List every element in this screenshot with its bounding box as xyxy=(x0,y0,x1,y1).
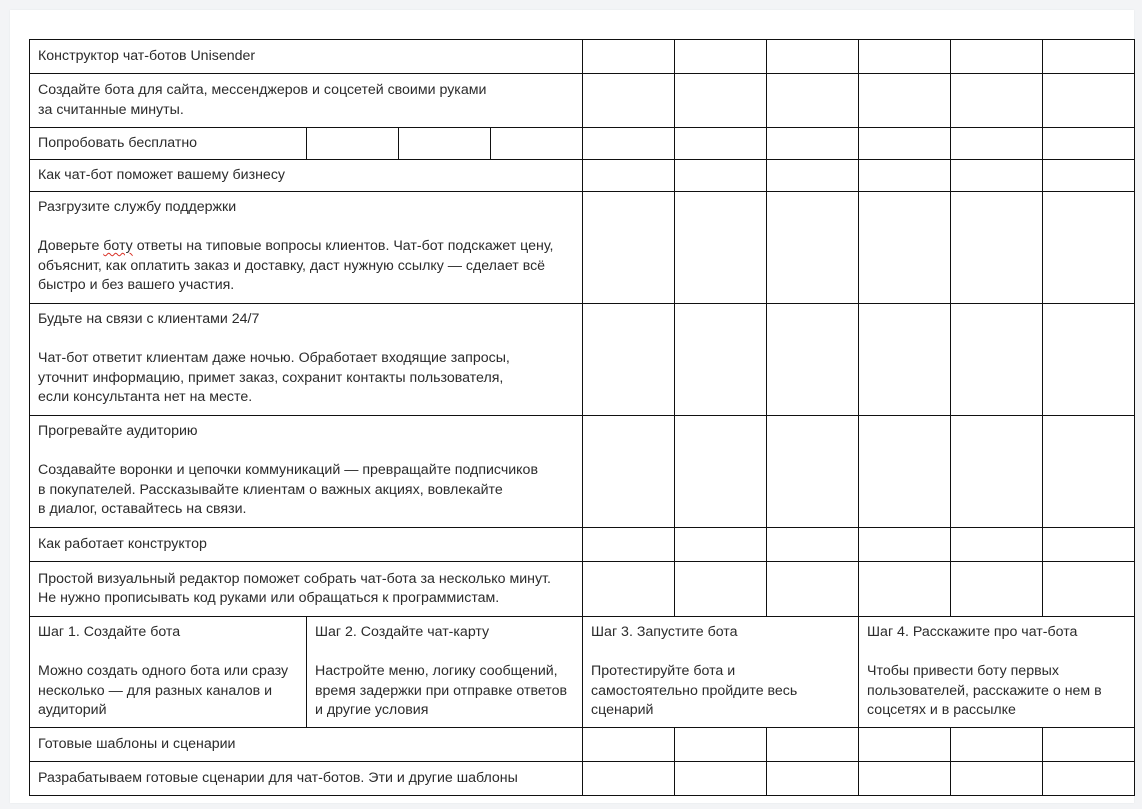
table-cell-empty[interactable] xyxy=(675,74,767,128)
table-cell-empty[interactable] xyxy=(583,40,675,74)
step-line: пользователей, расскажите о нем в xyxy=(867,682,1102,699)
table-cell-benefit-2[interactable] xyxy=(30,304,583,416)
benefit-line: Создавайте воронки и цепочки коммуникаций — превращайте подписчиков xyxy=(38,462,538,478)
table-cell-benefit-1[interactable] xyxy=(30,192,583,304)
table-cell-benefit-3[interactable] xyxy=(30,416,583,528)
table-cell-empty[interactable] xyxy=(951,762,1043,796)
table-cell-empty[interactable] xyxy=(1043,192,1135,304)
table-cell-empty[interactable] xyxy=(951,528,1043,562)
table-row-benefits-heading xyxy=(30,160,1135,192)
table-cell-empty[interactable] xyxy=(767,74,859,128)
table-cell-empty[interactable] xyxy=(859,416,951,528)
benefit-title: Будьте на связи с клиентами 24/7 xyxy=(38,311,260,327)
table-cell-empty[interactable] xyxy=(859,192,951,304)
table-cell-empty[interactable] xyxy=(951,160,1043,192)
table-cell-empty[interactable] xyxy=(583,160,675,192)
cta-text: Попробовать бесплатно xyxy=(38,134,198,151)
table-cell-empty[interactable] xyxy=(951,304,1043,416)
table-cell-empty[interactable] xyxy=(859,160,951,192)
benefit-line: в покупателей. Рассказывайте клиентам о важных акциях, вовлекайте xyxy=(38,481,503,498)
table-cell-empty[interactable] xyxy=(951,728,1043,762)
table-cell-empty[interactable] xyxy=(675,128,767,160)
table-cell-empty[interactable] xyxy=(1043,304,1135,416)
table-cell-empty[interactable] xyxy=(583,304,675,416)
table-row-steps xyxy=(30,617,1135,728)
subtitle-line: за считанные минуты. xyxy=(38,101,184,118)
table-cell-empty[interactable] xyxy=(675,728,767,762)
table-cell-empty[interactable] xyxy=(675,562,767,617)
table-cell-empty[interactable] xyxy=(1043,160,1135,192)
table-cell-empty[interactable] xyxy=(951,562,1043,617)
benefit-title: Прогревайте аудиторию xyxy=(38,423,198,439)
step-line: сценарий xyxy=(591,702,654,718)
step-line: несколько — для разных каналов и xyxy=(38,682,273,699)
table-cell-how-text[interactable] xyxy=(30,562,583,617)
table-cell-empty[interactable] xyxy=(767,728,859,762)
table-cell-cta[interactable] xyxy=(30,128,307,160)
table-cell-step-2[interactable] xyxy=(307,617,583,728)
table-cell-empty[interactable] xyxy=(951,40,1043,74)
table-cell-empty[interactable] xyxy=(859,762,951,796)
table-cell-empty[interactable] xyxy=(307,128,399,160)
table-row-title xyxy=(30,40,1135,74)
table-cell-benefits-heading[interactable] xyxy=(30,160,583,192)
table-cell-empty[interactable] xyxy=(675,304,767,416)
step-title: Шаг 2. Создайте чат-карту xyxy=(315,624,490,640)
table-cell-step-3[interactable] xyxy=(583,617,859,728)
table-cell-empty[interactable] xyxy=(767,160,859,192)
table-cell-empty[interactable] xyxy=(859,128,951,160)
table-cell-empty[interactable] xyxy=(675,762,767,796)
step-line: аудиторий xyxy=(38,702,107,718)
table-cell-templates-text[interactable] xyxy=(30,762,583,796)
table-cell-empty[interactable] xyxy=(767,416,859,528)
table-cell-empty[interactable] xyxy=(675,40,767,74)
table-cell-empty[interactable] xyxy=(1043,528,1135,562)
table-cell-empty[interactable] xyxy=(1043,728,1135,762)
table-row-cta xyxy=(30,128,1135,160)
step-title: Шаг 3. Запустите бота xyxy=(591,624,738,640)
table-cell-empty[interactable] xyxy=(1043,562,1135,617)
table-cell-empty[interactable] xyxy=(767,304,859,416)
table-cell-empty[interactable] xyxy=(583,528,675,562)
table-cell-empty[interactable] xyxy=(675,160,767,192)
text-run: ответы на типовые вопросы клиентов. Чат-бот подскажет цену, xyxy=(132,238,554,254)
benefit-line: в диалог, оставайтесь на связи. xyxy=(38,501,247,517)
table-cell-empty[interactable] xyxy=(399,128,491,160)
step-title: Шаг 4. Расскажите про чат-бота xyxy=(867,624,1078,640)
step-line: Настройте меню, логику сообщений, xyxy=(315,663,558,679)
table-cell-how-heading[interactable] xyxy=(30,528,583,562)
table-row-subtitle xyxy=(30,74,1135,128)
table-cell-empty[interactable] xyxy=(951,74,1043,128)
table-cell-empty[interactable] xyxy=(583,562,675,617)
table-cell-empty[interactable] xyxy=(675,192,767,304)
section-heading: Как работает конструктор xyxy=(38,535,207,552)
step-line: самостоятельно пройдите весь xyxy=(591,682,798,699)
subtitle-line: Создайте бота для сайта, мессенджеров и соцсетей своими руками xyxy=(38,82,487,98)
table-row-templates-heading xyxy=(30,728,1135,762)
table-cell-empty[interactable] xyxy=(951,128,1043,160)
table-cell-empty[interactable] xyxy=(767,762,859,796)
templates-text: Разрабатываем готовые сценарии для чат-ботов. Эти и другие шаблоны xyxy=(38,769,518,786)
benefit-line: если консультанта нет на месте. xyxy=(38,389,253,405)
benefit-title: Разгрузите службу поддержки xyxy=(38,199,237,215)
table-cell-empty[interactable] xyxy=(859,528,951,562)
step-line: соцсетях и в рассылке xyxy=(867,702,1016,718)
step-line: Протестируйте бота и xyxy=(591,663,736,679)
table-cell-empty[interactable] xyxy=(859,74,951,128)
table-cell-step-1[interactable] xyxy=(30,617,307,728)
document-card xyxy=(10,10,1134,803)
table-cell-empty[interactable] xyxy=(1043,40,1135,74)
step-line: Можно создать одного бота или сразу xyxy=(38,663,289,679)
benefit-line: объяснит, как оплатить заказ и доставку, даст нужную ссылку — сделает всё xyxy=(38,257,546,274)
table-cell-empty[interactable] xyxy=(1043,74,1135,128)
table-cell-empty[interactable] xyxy=(767,192,859,304)
table-cell-empty[interactable] xyxy=(675,416,767,528)
table-cell-subtitle[interactable] xyxy=(30,74,583,128)
section-heading: Готовые шаблоны и сценарии xyxy=(38,735,236,752)
table-cell-empty[interactable] xyxy=(767,40,859,74)
table-cell-empty[interactable] xyxy=(767,562,859,617)
table-cell-empty[interactable] xyxy=(1043,762,1135,796)
table-cell-empty[interactable] xyxy=(1043,128,1135,160)
table-cell-empty[interactable] xyxy=(583,74,675,128)
page-title: Конструктор чат-ботов Unisender xyxy=(38,47,256,64)
content-table xyxy=(29,39,1135,796)
step-line: и другие условия xyxy=(315,702,429,718)
table-cell-empty[interactable] xyxy=(767,128,859,160)
benefit-line: уточнит информацию, примет заказ, сохранит контакты пользователя, xyxy=(38,369,504,386)
how-line: Простой визуальный редактор поможет собрать чат-бота за несколько минут. xyxy=(38,570,551,587)
table-row-benefit xyxy=(30,416,1135,528)
table-cell-empty[interactable] xyxy=(491,128,583,160)
table-cell-empty[interactable] xyxy=(951,192,1043,304)
table-row-how-text xyxy=(30,562,1135,617)
table-cell-empty[interactable] xyxy=(583,128,675,160)
how-line: Не нужно прописывать код руками или обращаться к программистам. xyxy=(38,590,500,606)
benefit-line xyxy=(38,237,574,257)
table-cell-step-4[interactable] xyxy=(859,617,1135,728)
step-line: время задержки при отправке ответов xyxy=(315,682,568,699)
spellcheck-word[interactable]: боту xyxy=(103,238,133,254)
step-line: Чтобы привести боту первых xyxy=(867,663,1059,679)
table-cell-empty[interactable] xyxy=(675,528,767,562)
table-row-benefit xyxy=(30,192,1135,304)
table-cell-empty[interactable] xyxy=(859,40,951,74)
table-cell-title[interactable] xyxy=(30,40,583,74)
table-cell-empty[interactable] xyxy=(951,416,1043,528)
benefit-line: быстро и без вашего участия. xyxy=(38,277,235,293)
table-cell-empty[interactable] xyxy=(767,528,859,562)
table-row-how-heading xyxy=(30,528,1135,562)
table-cell-empty[interactable] xyxy=(859,562,951,617)
table-cell-empty[interactable] xyxy=(859,728,951,762)
table-cell-empty[interactable] xyxy=(1043,416,1135,528)
table-cell-empty[interactable] xyxy=(859,304,951,416)
table-cell-empty[interactable] xyxy=(583,762,675,796)
text-run: Доверьте xyxy=(38,238,104,254)
table-row-benefit xyxy=(30,304,1135,416)
section-heading: Как чат-бот поможет вашему бизнесу xyxy=(38,166,286,183)
table-cell-empty[interactable] xyxy=(583,192,675,304)
table-cell-empty[interactable] xyxy=(583,728,675,762)
step-title: Шаг 1. Создайте бота xyxy=(38,624,181,640)
table-cell-templates-heading[interactable] xyxy=(30,728,583,762)
table-row-templates-text xyxy=(30,762,1135,796)
table-cell-empty[interactable] xyxy=(583,416,675,528)
benefit-line: Чат-бот ответит клиентам даже ночью. Обработает входящие запросы, xyxy=(38,350,510,366)
